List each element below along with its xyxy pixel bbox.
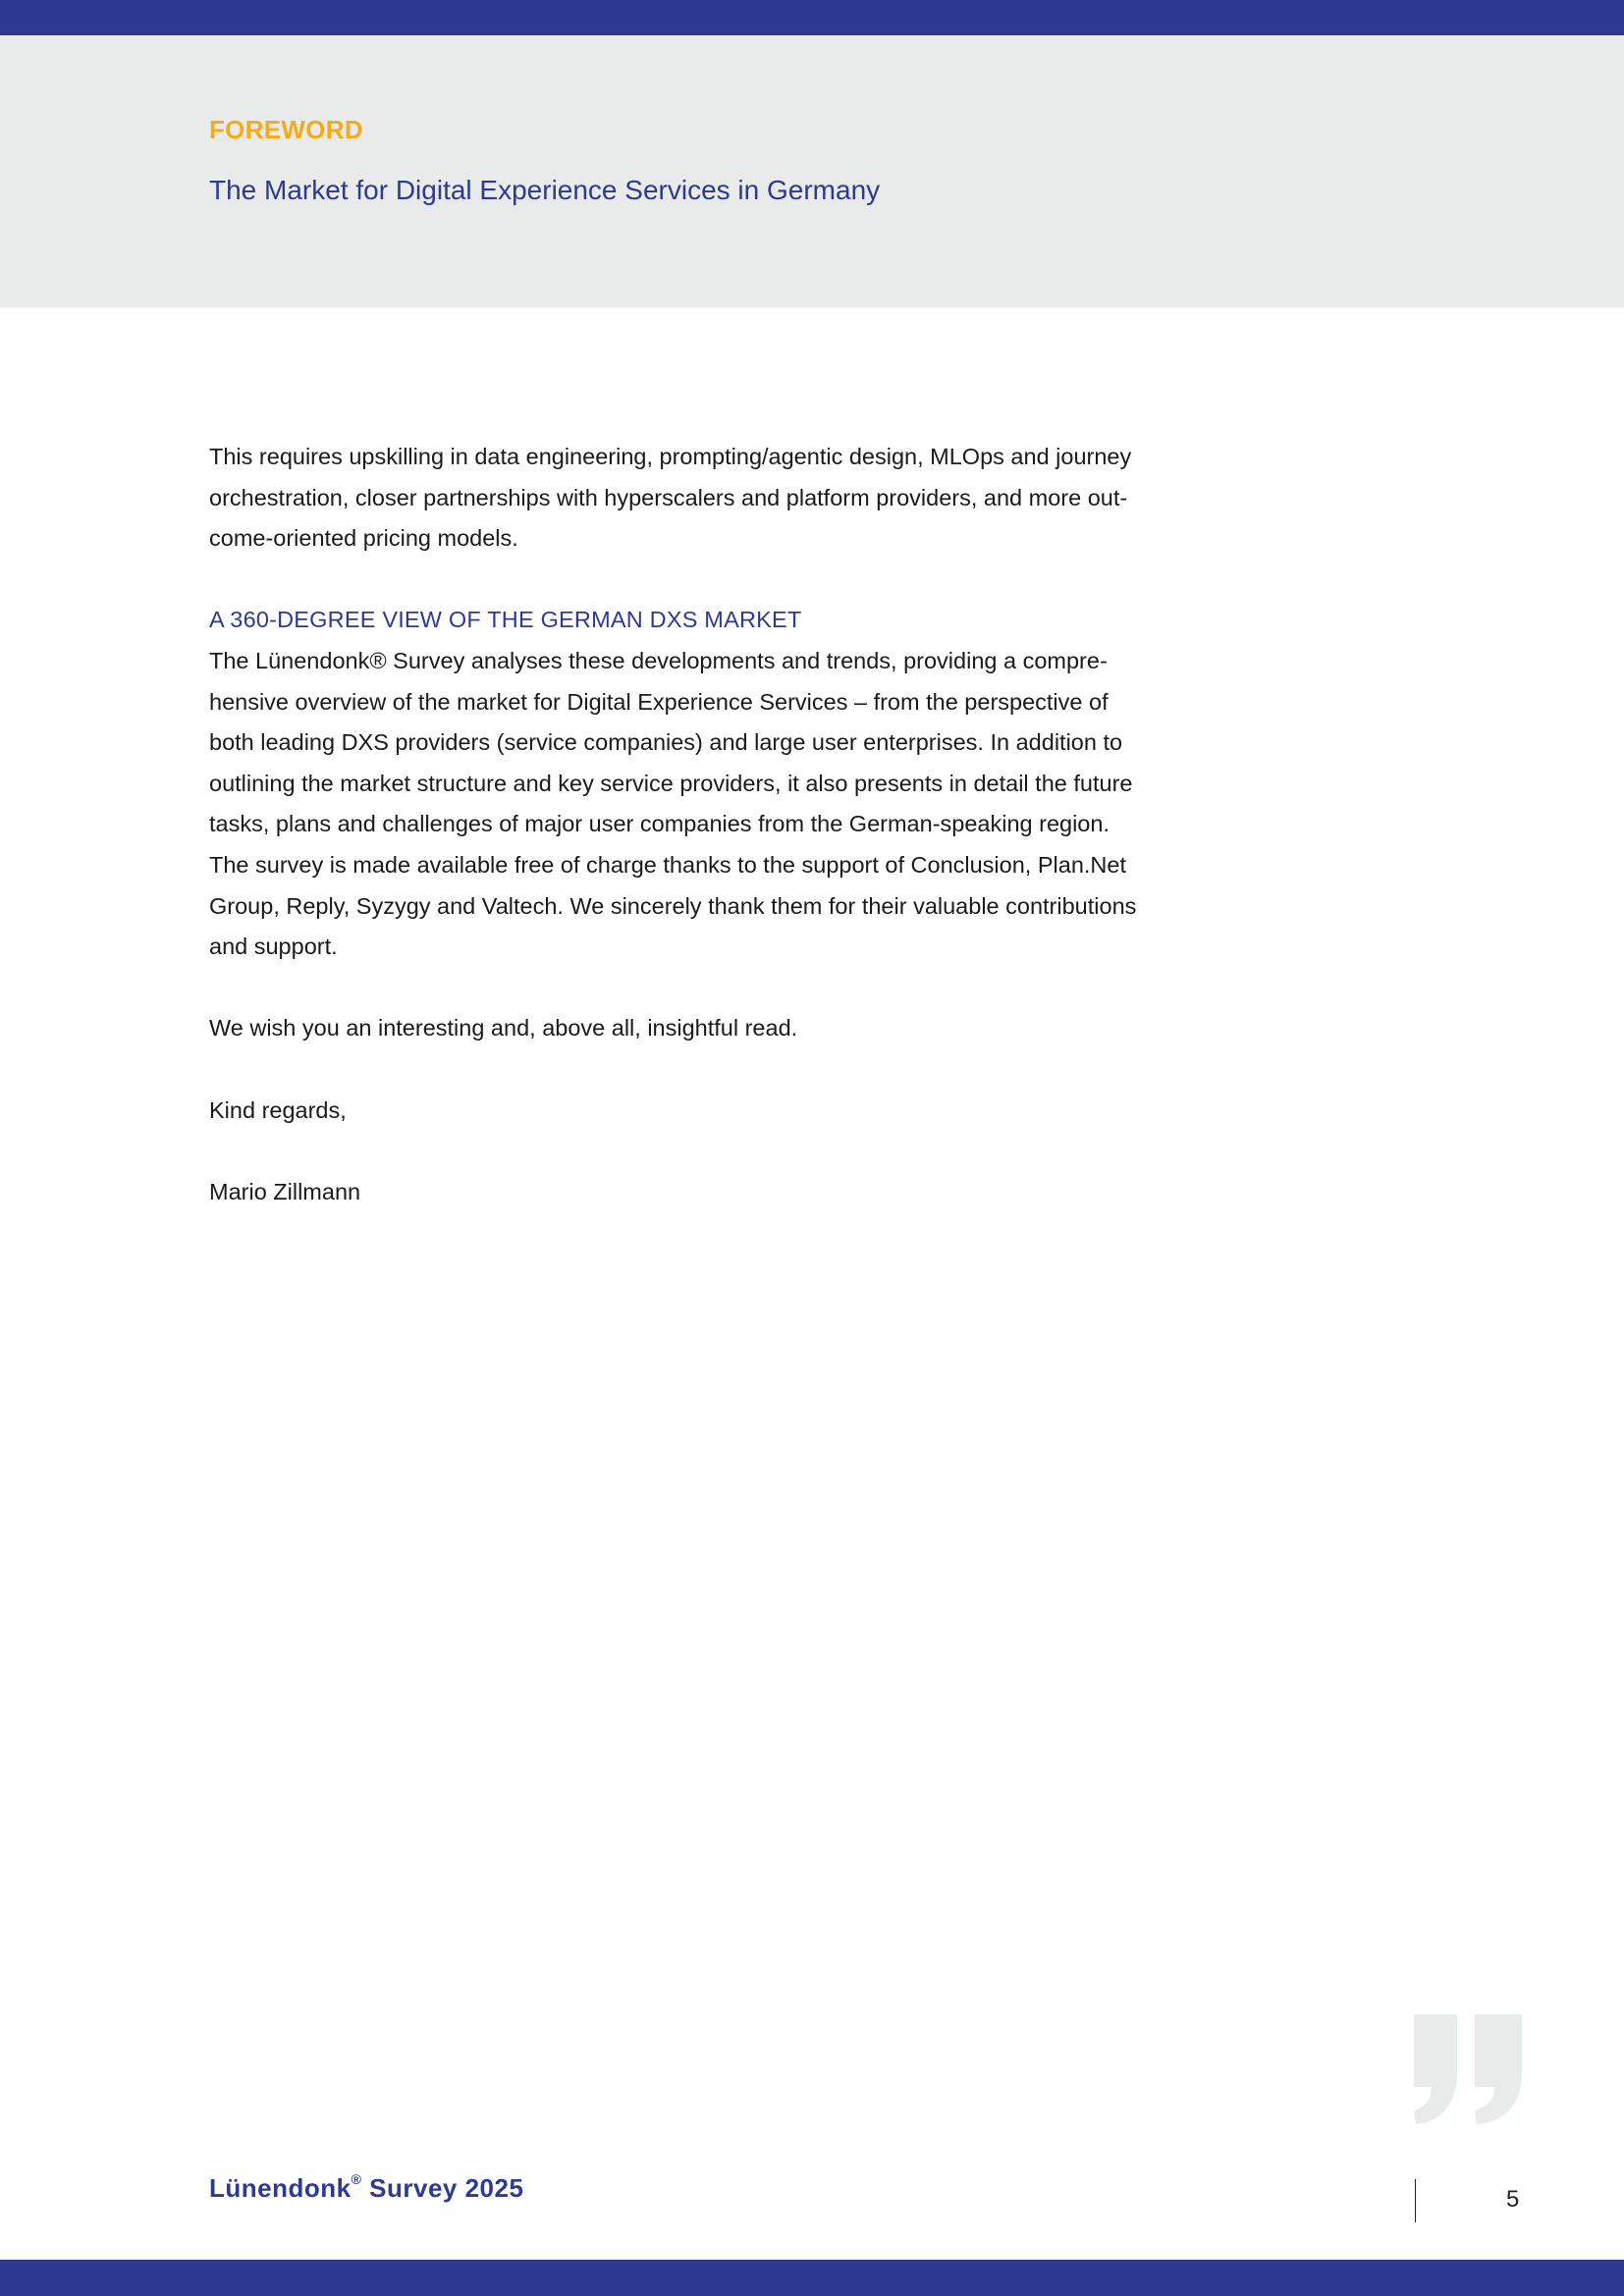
page-number: 5	[1506, 2186, 1520, 2213]
body-line: The Lünendonk® Survey analyses these developments and trends, providing a compre-	[209, 647, 1108, 673]
body-line: outlining the market structure and key service providers, it also presents in detail the future	[209, 770, 1133, 796]
bottom-bar	[0, 2260, 1624, 2296]
top-bar	[0, 0, 1624, 35]
body-line: tasks, plans and challenges of major user companies from the German-speaking region.	[209, 811, 1110, 837]
regards-line: Kind regards,	[209, 1096, 347, 1123]
intro-line: orchestration, closer partnerships with hyperscalers and platform providers, and more out-	[209, 484, 1128, 510]
brand-name: Lünendonk	[209, 2173, 352, 2203]
signature: Mario Zillmann	[209, 1178, 361, 1204]
footer-divider	[1415, 2179, 1416, 2222]
section-heading: A 360-DEGREE VIEW OF THE GERMAN DXS MARKET	[209, 607, 802, 633]
closing-quote-icon	[1412, 2012, 1526, 2128]
header-band	[0, 35, 1624, 307]
body-content	[209, 437, 1191, 1212]
body-line: both leading DXS providers (service companies) and large user enterprises. In addition to	[209, 729, 1123, 756]
registered-mark: ®	[351, 2171, 362, 2187]
body-line: The survey is made available free of charge thanks to the support of Conclusion, Plan.Net	[209, 851, 1126, 878]
closing-line: We wish you an interesting and, above all, insightful read.	[209, 1015, 798, 1041]
intro-line: This requires upskilling in data engineering, prompting/agentic design, MLOps and journey	[209, 444, 1132, 469]
footer-brand	[209, 2173, 523, 2204]
page-title: The Market for Digital Experience Services in Germany	[209, 175, 881, 205]
survey-label: Survey 2025	[361, 2173, 524, 2203]
section-kicker: FOREWORD	[209, 115, 363, 144]
body-line: Group, Reply, Syzygy and Valtech. We sincerely thank them for their valuable contributions	[209, 892, 1137, 919]
intro-line: come-oriented pricing models.	[209, 525, 518, 552]
body-line: and support.	[209, 934, 338, 960]
body-line: hensive overview of the market for Digital Experience Services – from the perspective of	[209, 688, 1109, 715]
